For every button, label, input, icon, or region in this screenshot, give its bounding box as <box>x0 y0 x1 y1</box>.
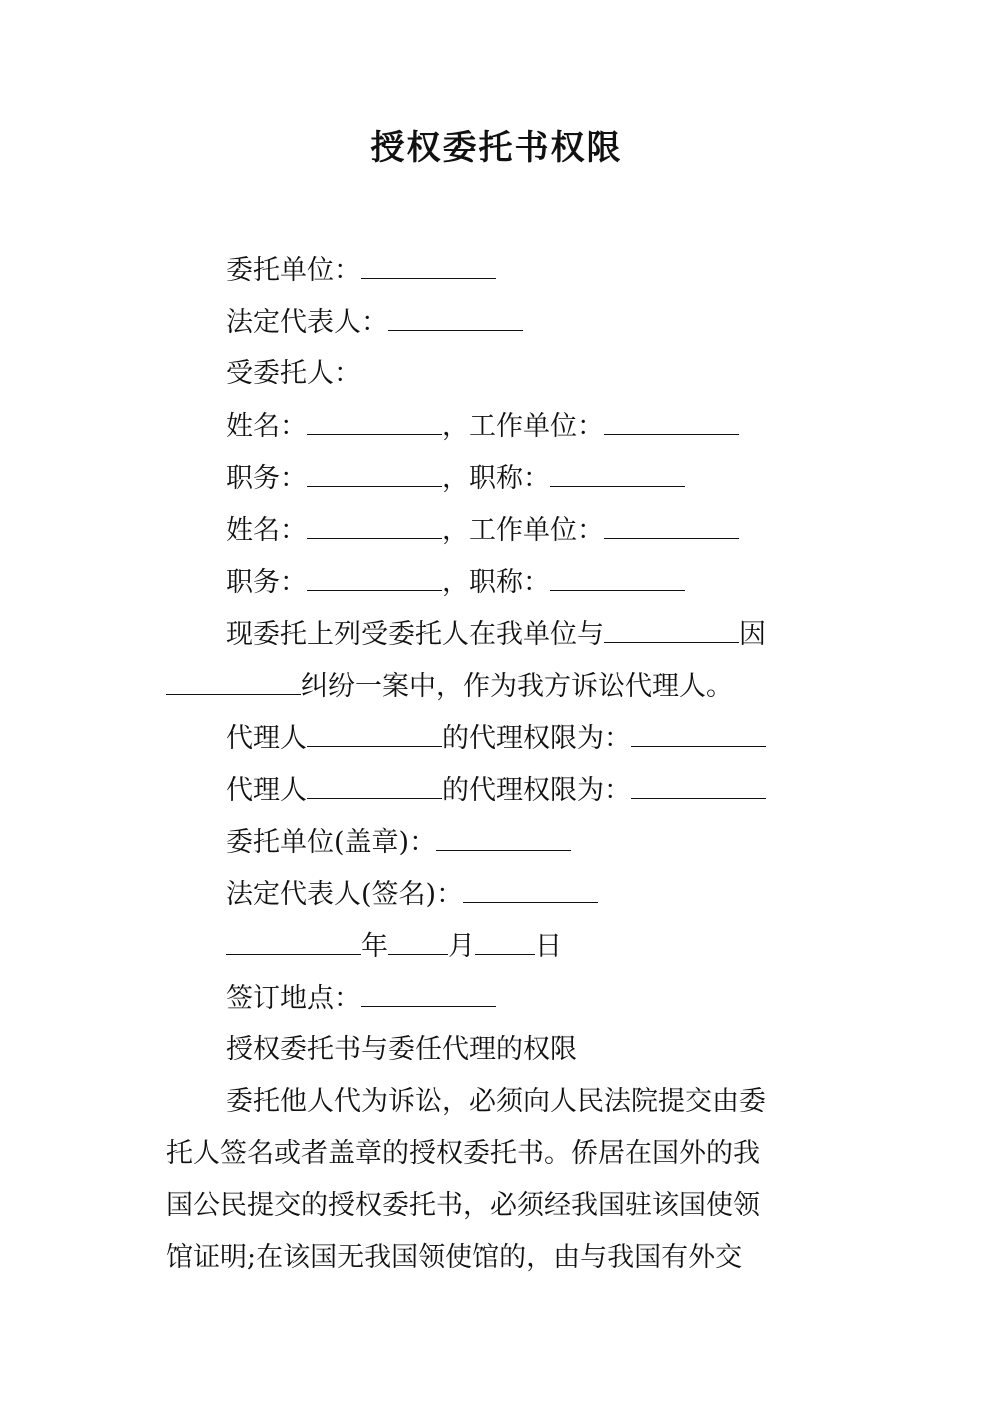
position-label: 职务： <box>226 567 307 598</box>
agent2-scope-line <box>226 770 766 811</box>
name-label: 姓名： <box>226 411 307 442</box>
position-label: 职务： <box>226 463 307 494</box>
agent-label: 代理人 <box>226 723 307 754</box>
body-line: 馆证明;在该国无我国领使馆的，由与我国有外交 <box>166 1242 743 1273</box>
signature-label: 法定代表人(签名)： <box>226 879 464 910</box>
commission-line-2 <box>166 666 733 707</box>
counterparty-blank[interactable] <box>604 614 739 643</box>
section-heading: 授权委托书与委任代理的权限 <box>226 1034 577 1065</box>
month-blank[interactable] <box>388 926 448 955</box>
work-unit-blank[interactable] <box>604 510 739 539</box>
name-blank[interactable] <box>307 406 442 435</box>
seal-blank[interactable] <box>436 822 571 851</box>
agent1-scope-line <box>226 718 766 759</box>
seal-line <box>226 822 571 863</box>
commission-text-3: 纠纷一案中，作为我方诉讼代理人。 <box>301 671 733 702</box>
person2-name-line <box>226 510 739 551</box>
agent-name-blank[interactable] <box>307 718 442 747</box>
seal-label: 委托单位(盖章)： <box>226 827 437 858</box>
day-blank[interactable] <box>475 926 535 955</box>
name-blank[interactable] <box>307 510 442 539</box>
sign-place-blank[interactable] <box>361 978 496 1007</box>
entrusting-unit-line <box>226 250 496 291</box>
day-label: 日 <box>535 931 562 962</box>
agent-scope-label: 的代理权限为： <box>442 775 631 806</box>
entrusting-unit-blank[interactable] <box>361 250 496 279</box>
legal-rep-blank[interactable] <box>388 302 523 331</box>
position-blank[interactable] <box>307 562 442 591</box>
entrusted-persons-label: 受委托人： <box>226 358 361 389</box>
legal-rep-label: 法定代表人： <box>226 307 388 338</box>
commission-line-1 <box>226 614 766 655</box>
agent-scope-label: 的代理权限为： <box>442 723 631 754</box>
agent-label: 代理人 <box>226 775 307 806</box>
title-blank[interactable] <box>550 562 685 591</box>
entrusting-unit-label: 委托单位： <box>226 255 361 286</box>
person1-name-line <box>226 406 739 447</box>
body-line: 委托他人代为诉讼，必须向人民法院提交由委 <box>226 1086 766 1117</box>
title-label: ，职称： <box>442 567 550 598</box>
body-line: 托人签名或者盖章的授权委托书。侨居在国外的我 <box>166 1138 760 1169</box>
agent-scope-blank[interactable] <box>631 718 766 747</box>
name-label: 姓名： <box>226 515 307 546</box>
work-unit-label: ，工作单位： <box>442 515 604 546</box>
year-blank[interactable] <box>226 926 361 955</box>
work-unit-blank[interactable] <box>604 406 739 435</box>
year-label: 年 <box>361 931 388 962</box>
agent-scope-blank[interactable] <box>631 770 766 799</box>
document-title: 授权委托书权限 <box>370 128 623 168</box>
position-blank[interactable] <box>307 458 442 487</box>
sign-place-line <box>226 978 496 1019</box>
commission-text-2: 因 <box>739 619 766 650</box>
month-label: 月 <box>448 931 475 962</box>
dispute-blank[interactable] <box>166 666 301 695</box>
agent-name-blank[interactable] <box>307 770 442 799</box>
title-blank[interactable] <box>550 458 685 487</box>
legal-rep-line <box>226 302 523 343</box>
entrusted-persons-line <box>226 354 361 394</box>
person2-position-line <box>226 562 685 603</box>
work-unit-label: ，工作单位： <box>442 411 604 442</box>
signature-blank[interactable] <box>463 874 598 903</box>
date-line <box>226 926 562 967</box>
title-label: ，职称： <box>442 463 550 494</box>
sign-place-label: 签订地点： <box>226 983 361 1014</box>
body-line: 国公民提交的授权委托书，必须经我国驻该国使领 <box>166 1190 760 1221</box>
signature-line <box>226 874 598 915</box>
commission-text-1: 现委托上列受委托人在我单位与 <box>226 619 604 650</box>
person1-position-line <box>226 458 685 499</box>
